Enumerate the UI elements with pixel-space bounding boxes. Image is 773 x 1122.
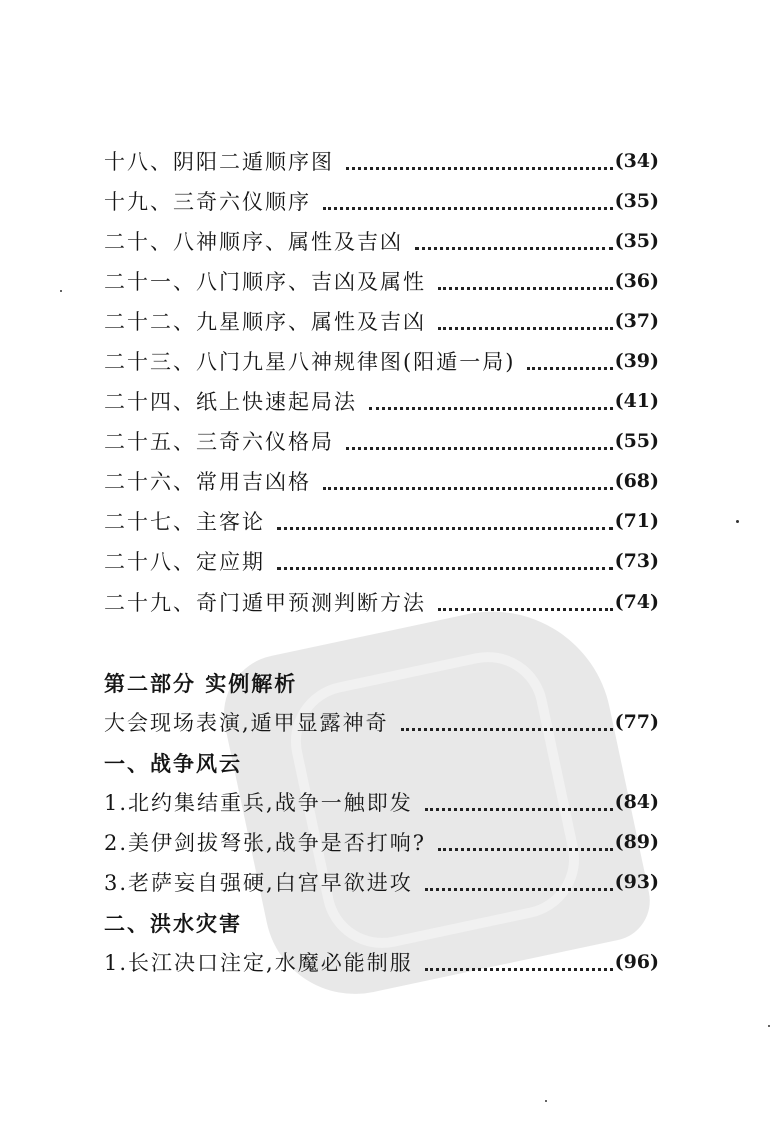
section-heading: 二、洪水灾害 <box>104 912 242 936</box>
toc-entry <box>104 425 659 457</box>
toc-entry <box>104 786 659 818</box>
toc-entry-title: 3.老萨妄自强硬,白宫早欲进攻 <box>104 871 413 895</box>
toc-entry <box>104 265 659 297</box>
toc-entry <box>104 826 659 858</box>
toc-entry-page: (68) <box>614 470 659 492</box>
toc-entry-page: (93) <box>614 871 659 893</box>
toc-entry <box>104 185 659 217</box>
toc-entry-page: (34) <box>614 150 659 172</box>
scan-speck <box>60 290 62 292</box>
toc-entry-title: 二十三、八门九星八神规律图(阳遁一局) <box>104 350 516 374</box>
toc-entry-page: (37) <box>614 310 659 332</box>
dot-leader <box>277 565 613 570</box>
toc-entry <box>104 545 659 577</box>
dot-leader <box>527 365 612 370</box>
toc-entry-page: (35) <box>614 230 659 252</box>
toc-entry-title: 二十四、纸上快速起局法 <box>104 390 357 414</box>
toc-entry-page: (35) <box>614 190 659 212</box>
toc-entry-title: 1.北约集结重兵,战争一触即发 <box>104 791 413 815</box>
dot-leader <box>438 285 613 290</box>
dot-leader <box>401 726 613 731</box>
toc-entry <box>104 505 659 537</box>
toc-entry-page: (71) <box>614 510 659 532</box>
dot-leader <box>425 886 613 891</box>
toc-entry-page: (41) <box>614 390 659 412</box>
toc-entry-page: (84) <box>614 791 659 813</box>
toc-entry-title: 二十一、八门顺序、吉凶及属性 <box>104 270 426 294</box>
dot-leader <box>438 846 613 851</box>
toc-entry-title: 二十九、奇门遁甲预测判断方法 <box>104 591 426 615</box>
toc-entry <box>104 706 659 738</box>
toc-entry-page: (36) <box>614 270 659 292</box>
toc-entry-page: (77) <box>614 711 659 733</box>
toc-entry-page: (73) <box>614 550 659 572</box>
toc-entry-page: (55) <box>614 430 659 452</box>
dot-leader <box>425 966 613 971</box>
section-heading: 一、战争风云 <box>104 752 242 776</box>
toc-entry-title: 十九、三奇六仪顺序 <box>104 190 311 214</box>
dot-leader <box>425 806 613 811</box>
toc-entry-title: 1.长江决口注定,水魔必能制服 <box>104 951 413 975</box>
toc-entry <box>104 305 659 337</box>
scan-speck <box>736 520 739 523</box>
toc-entry <box>104 465 659 497</box>
part-heading: 第二部分 实例解析 <box>104 672 298 696</box>
toc-entry-page: (89) <box>614 831 659 853</box>
dot-leader <box>346 445 613 450</box>
toc-entry <box>104 385 659 417</box>
dot-leader <box>277 525 613 530</box>
toc-entry <box>104 866 659 898</box>
toc-entry-title: 大会现场表演,遁甲显露神奇 <box>104 711 389 735</box>
dot-leader <box>323 205 613 210</box>
toc-entry-title: 二十七、主客论 <box>104 510 265 534</box>
dot-leader <box>438 325 613 330</box>
scan-speck <box>768 1025 770 1027</box>
toc-entry-page: (96) <box>614 951 659 973</box>
dot-leader <box>346 165 613 170</box>
toc-entry-title: 二十五、三奇六仪格局 <box>104 430 334 454</box>
dot-leader <box>415 245 613 250</box>
toc-entry-title: 二十八、定应期 <box>104 550 265 574</box>
toc-entry <box>104 225 659 257</box>
toc-entry-page: (39) <box>614 350 659 372</box>
toc-entry-title: 二十二、九星顺序、属性及吉凶 <box>104 310 426 334</box>
dot-leader <box>369 405 613 410</box>
toc-entry-title: 二十、八神顺序、属性及吉凶 <box>104 230 403 254</box>
toc-entry-page: (74) <box>614 591 659 613</box>
toc-entry <box>104 145 659 177</box>
toc-entry <box>104 586 659 618</box>
toc-entry <box>104 345 659 377</box>
toc-entry-title: 十八、阴阳二遁顺序图 <box>104 150 334 174</box>
toc-entry-title: 2.美伊剑拔弩张,战争是否打响? <box>104 831 426 855</box>
toc-entry <box>104 946 659 978</box>
dot-leader <box>323 485 613 490</box>
scan-speck <box>545 1100 547 1102</box>
dot-leader <box>438 606 613 611</box>
toc-entry-title: 二十六、常用吉凶格 <box>104 470 311 494</box>
